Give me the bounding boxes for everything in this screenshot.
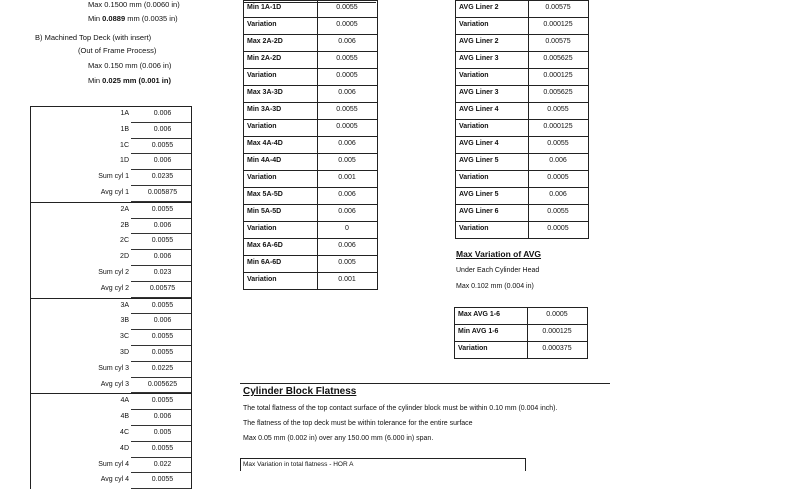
table-row [244, 273, 377, 289]
row-value: 0.001 [338, 276, 356, 283]
measurement-row [31, 378, 191, 394]
table-row [456, 86, 588, 103]
table-row [244, 137, 377, 154]
flatness-line2: The flatness of the top deck must be within tolerance for the entire surface [243, 420, 473, 427]
measurement-label: Avg cyl 1 [100, 188, 129, 196]
measurement-row [31, 330, 191, 346]
measurement-label: 2B [120, 221, 129, 229]
row-value: 0 [345, 225, 349, 232]
measurement-row [31, 458, 191, 474]
measurement-row [31, 393, 191, 410]
measurement-row [31, 426, 191, 442]
measurement-label: Avg cyl 4 [100, 476, 129, 484]
measurement-label: Avg cyl 3 [100, 380, 129, 388]
measurement-label: 3C [120, 333, 129, 341]
spec-a-max: Max 0.1500 mm (0.0060 in) [88, 0, 180, 9]
table-row [456, 222, 588, 238]
table-row [456, 18, 588, 35]
measurement-value: 0.006 [153, 221, 172, 229]
measurement-value: 0.0055 [151, 141, 174, 149]
row-value: 0.0005 [336, 123, 358, 130]
measurement-row [31, 106, 191, 123]
measurement-row [31, 139, 191, 155]
measurement-row [31, 202, 191, 219]
row-label: Min 2A-2D [247, 55, 282, 62]
measurement-label: Avg cyl 2 [100, 284, 129, 292]
measurement-value: 0.006 [153, 413, 172, 421]
flatness-line1: The total flatness of the top contact surface of the cylinder block must be within 0.10 mm (0.004 inch). [243, 405, 558, 412]
row-value: 0.0055 [547, 106, 569, 113]
row-value: 0.006 [338, 38, 356, 45]
measurement-value: 0.006 [153, 110, 172, 117]
table-row [244, 188, 377, 205]
row-label: Variation [459, 21, 489, 28]
measurement-row [31, 442, 191, 458]
measurement-value: 0.005 [153, 428, 172, 436]
row-label: Max 5A-5D [247, 191, 283, 198]
row-value: 0.006 [338, 242, 356, 249]
spec-b-max: Max 0.150 mm (0.006 in) [88, 61, 172, 70]
row-value: 0.00575 [545, 4, 571, 11]
table-row [244, 18, 377, 35]
max-variation-avg-table [454, 307, 588, 359]
measurement-value: 0.0055 [151, 444, 174, 452]
measurement-value: 0.023 [153, 268, 172, 276]
row-label: Variation [459, 72, 489, 79]
measurement-row [31, 219, 191, 235]
table-row [244, 120, 377, 137]
row-label: Variation [247, 72, 277, 79]
row-value: 0.005 [338, 259, 356, 266]
row-label: Variation [459, 225, 489, 232]
table-row [244, 239, 377, 256]
measurement-value: 0.005625 [147, 380, 178, 388]
row-label: Min 5A-5D [247, 208, 282, 215]
row-value: 0.0055 [336, 106, 358, 113]
measurement-label: 1A [120, 110, 129, 117]
measurement-label: 3D [120, 348, 129, 356]
row-label: Min AVG 1-6 [458, 328, 499, 335]
max-variation-avg-sub: Under Each Cylinder Head [456, 267, 540, 274]
measurement-value: 0.0055 [151, 397, 174, 405]
table-row [456, 120, 588, 137]
row-value: 0.006 [549, 157, 567, 164]
table-row [456, 103, 588, 120]
measurement-value: 0.0055 [151, 205, 174, 213]
table-row [456, 52, 588, 69]
max-variation-avg-spec: Max 0.102 mm (0.004 in) [456, 283, 534, 290]
row-label: Variation [459, 174, 489, 181]
measurement-label: 4C [120, 428, 129, 436]
row-value: 0.000125 [543, 21, 573, 28]
row-label: Variation [458, 345, 488, 352]
measurement-value: 0.0055 [151, 476, 174, 484]
row-label: Max 3A-3D [247, 89, 283, 96]
cylinder-measurement-table [30, 106, 192, 489]
row-value: 0.0005 [336, 21, 358, 28]
table-row [456, 188, 588, 205]
row-label: Max 2A-2D [247, 38, 283, 45]
row-value: 0.000125 [543, 72, 573, 79]
row-label: Variation [459, 123, 489, 130]
row-label: Variation [247, 174, 277, 181]
measurement-label: Sum cyl 4 [98, 460, 129, 468]
max-min-variation-table [243, 0, 378, 290]
measurement-row [31, 362, 191, 378]
table-row [456, 1, 588, 18]
measurement-value: 0.0055 [151, 237, 174, 245]
row-value: 0.005 [338, 157, 356, 164]
table-row [244, 154, 377, 171]
measurement-row [31, 298, 191, 315]
flatness-rule [240, 383, 610, 384]
measurement-row [31, 410, 191, 426]
row-label: Min 1A-1D [247, 4, 282, 11]
measurement-label: 3B [120, 317, 129, 325]
spec-b-min: Min 0.025 mm (0.001 in) [88, 76, 171, 85]
measurement-label: 1D [120, 157, 129, 165]
row-value: 0.0005 [546, 311, 568, 318]
row-label: AVG Liner 4 [459, 140, 499, 147]
flatness-line3: Max 0.05 mm (0.002 in) over any 150.00 mm (6.000 in) span. [243, 435, 434, 442]
row-label: Max AVG 1-6 [458, 311, 501, 318]
table-row [456, 171, 588, 188]
row-label: AVG Liner 5 [459, 157, 499, 164]
table-row [244, 171, 377, 188]
row-label: Min 3A-3D [247, 106, 282, 113]
measurement-value: 0.006 [153, 253, 172, 261]
measurement-value: 0.005875 [147, 188, 178, 196]
measurement-label: 1C [120, 141, 129, 149]
table-row [456, 69, 588, 86]
table-row [456, 35, 588, 52]
spec-b-sub: (Out of Frame Process) [78, 46, 157, 55]
row-label: AVG Liner 2 [459, 4, 499, 11]
row-value: 0.0055 [547, 208, 569, 215]
max-variation-avg-title: Max Variation of AVG [456, 249, 542, 259]
measurement-value: 0.022 [153, 460, 172, 468]
measurement-row [31, 234, 191, 250]
row-label: AVG Liner 3 [459, 89, 499, 96]
table-row [244, 35, 377, 52]
measurement-value: 0.0235 [151, 173, 174, 181]
measurement-value: 0.0225 [151, 364, 174, 372]
measurement-label: Sum cyl 2 [98, 268, 129, 276]
row-value: 0.00575 [545, 38, 571, 45]
table-row [244, 1, 377, 18]
table-row [244, 86, 377, 103]
measurement-value: 0.0055 [151, 348, 174, 356]
measurement-row [31, 250, 191, 266]
measurement-row [31, 266, 191, 282]
table-row [455, 325, 587, 342]
row-label: Variation [247, 225, 277, 232]
row-value: 0.005625 [543, 89, 573, 96]
row-value: 0.000125 [543, 123, 573, 130]
table-row [456, 154, 588, 171]
table-row [244, 52, 377, 69]
measurement-value: 0.0055 [151, 301, 174, 309]
table-row [244, 69, 377, 86]
row-value: 0.005625 [543, 55, 573, 62]
measurement-label: 3A [120, 301, 129, 309]
measurement-row [31, 314, 191, 330]
row-label: Min 6A-6D [247, 259, 282, 266]
row-value: 0.0055 [336, 4, 358, 11]
measurement-label: 1B [120, 125, 129, 133]
row-value: 0.000375 [542, 345, 572, 352]
table-row [244, 103, 377, 120]
row-label: AVG Liner 3 [459, 55, 499, 62]
table-row [244, 222, 377, 239]
row-value: 0.006 [338, 89, 356, 96]
measurement-value: 0.00575 [149, 284, 176, 292]
measurement-label: 2D [120, 253, 129, 261]
spec-a-min: Min 0.0889 mm (0.0035 in) [88, 14, 178, 23]
row-value: 0.006 [338, 191, 356, 198]
row-value: 0.0005 [547, 174, 569, 181]
row-label: Variation [247, 123, 277, 130]
measurement-value: 0.006 [153, 317, 172, 325]
row-value: 0.006 [338, 208, 356, 215]
table-row [455, 342, 587, 358]
flatness-box-label: Max Variation in total flatness - HOR A [243, 461, 354, 468]
table-row [244, 256, 377, 273]
row-value: 0.0005 [336, 72, 358, 79]
table-row [456, 137, 588, 154]
flatness-title: Cylinder Block Flatness [243, 386, 357, 397]
row-value: 0.006 [549, 191, 567, 198]
measurement-label: Sum cyl 3 [98, 364, 129, 372]
measurement-row [31, 346, 191, 362]
measurement-label: 2C [120, 237, 129, 245]
measurement-row [31, 282, 191, 298]
row-label: Max 4A-4D [247, 140, 283, 147]
avg-liner-table [455, 0, 589, 239]
row-label: Min 4A-4D [247, 157, 282, 164]
row-value: 0.006 [338, 140, 356, 147]
measurement-value: 0.0055 [151, 333, 174, 341]
measurement-row [31, 186, 191, 202]
measurement-row [31, 473, 191, 489]
measurement-value: 0.006 [153, 157, 172, 165]
measurement-label: 4A [120, 397, 129, 405]
measurement-label: 4B [120, 413, 129, 421]
table-row [456, 205, 588, 222]
measurement-value: 0.006 [153, 125, 172, 133]
table-row [244, 205, 377, 222]
measurement-row [31, 170, 191, 186]
measurement-row [31, 154, 191, 170]
row-value: 0.001 [338, 174, 356, 181]
flatness-box [240, 458, 526, 471]
row-label: AVG Liner 5 [459, 191, 499, 198]
row-label: AVG Liner 4 [459, 106, 499, 113]
row-value: 0.0005 [547, 225, 569, 232]
row-label: Max 6A-6D [247, 242, 283, 249]
row-label: Variation [247, 276, 277, 283]
row-value: 0.000125 [542, 328, 572, 335]
measurement-row [31, 123, 191, 139]
row-label: AVG Liner 2 [459, 38, 499, 45]
table-row [455, 308, 587, 325]
row-value: 0.0055 [336, 55, 358, 62]
row-value: 0.0055 [547, 140, 569, 147]
measurement-label: Sum cyl 1 [98, 173, 129, 181]
spec-b-heading: B) Machined Top Deck (with insert) [35, 33, 152, 42]
measurement-label: 2A [120, 205, 129, 213]
measurement-label: 4D [120, 444, 129, 452]
row-label: AVG Liner 6 [459, 208, 499, 215]
row-label: Variation [247, 21, 277, 28]
